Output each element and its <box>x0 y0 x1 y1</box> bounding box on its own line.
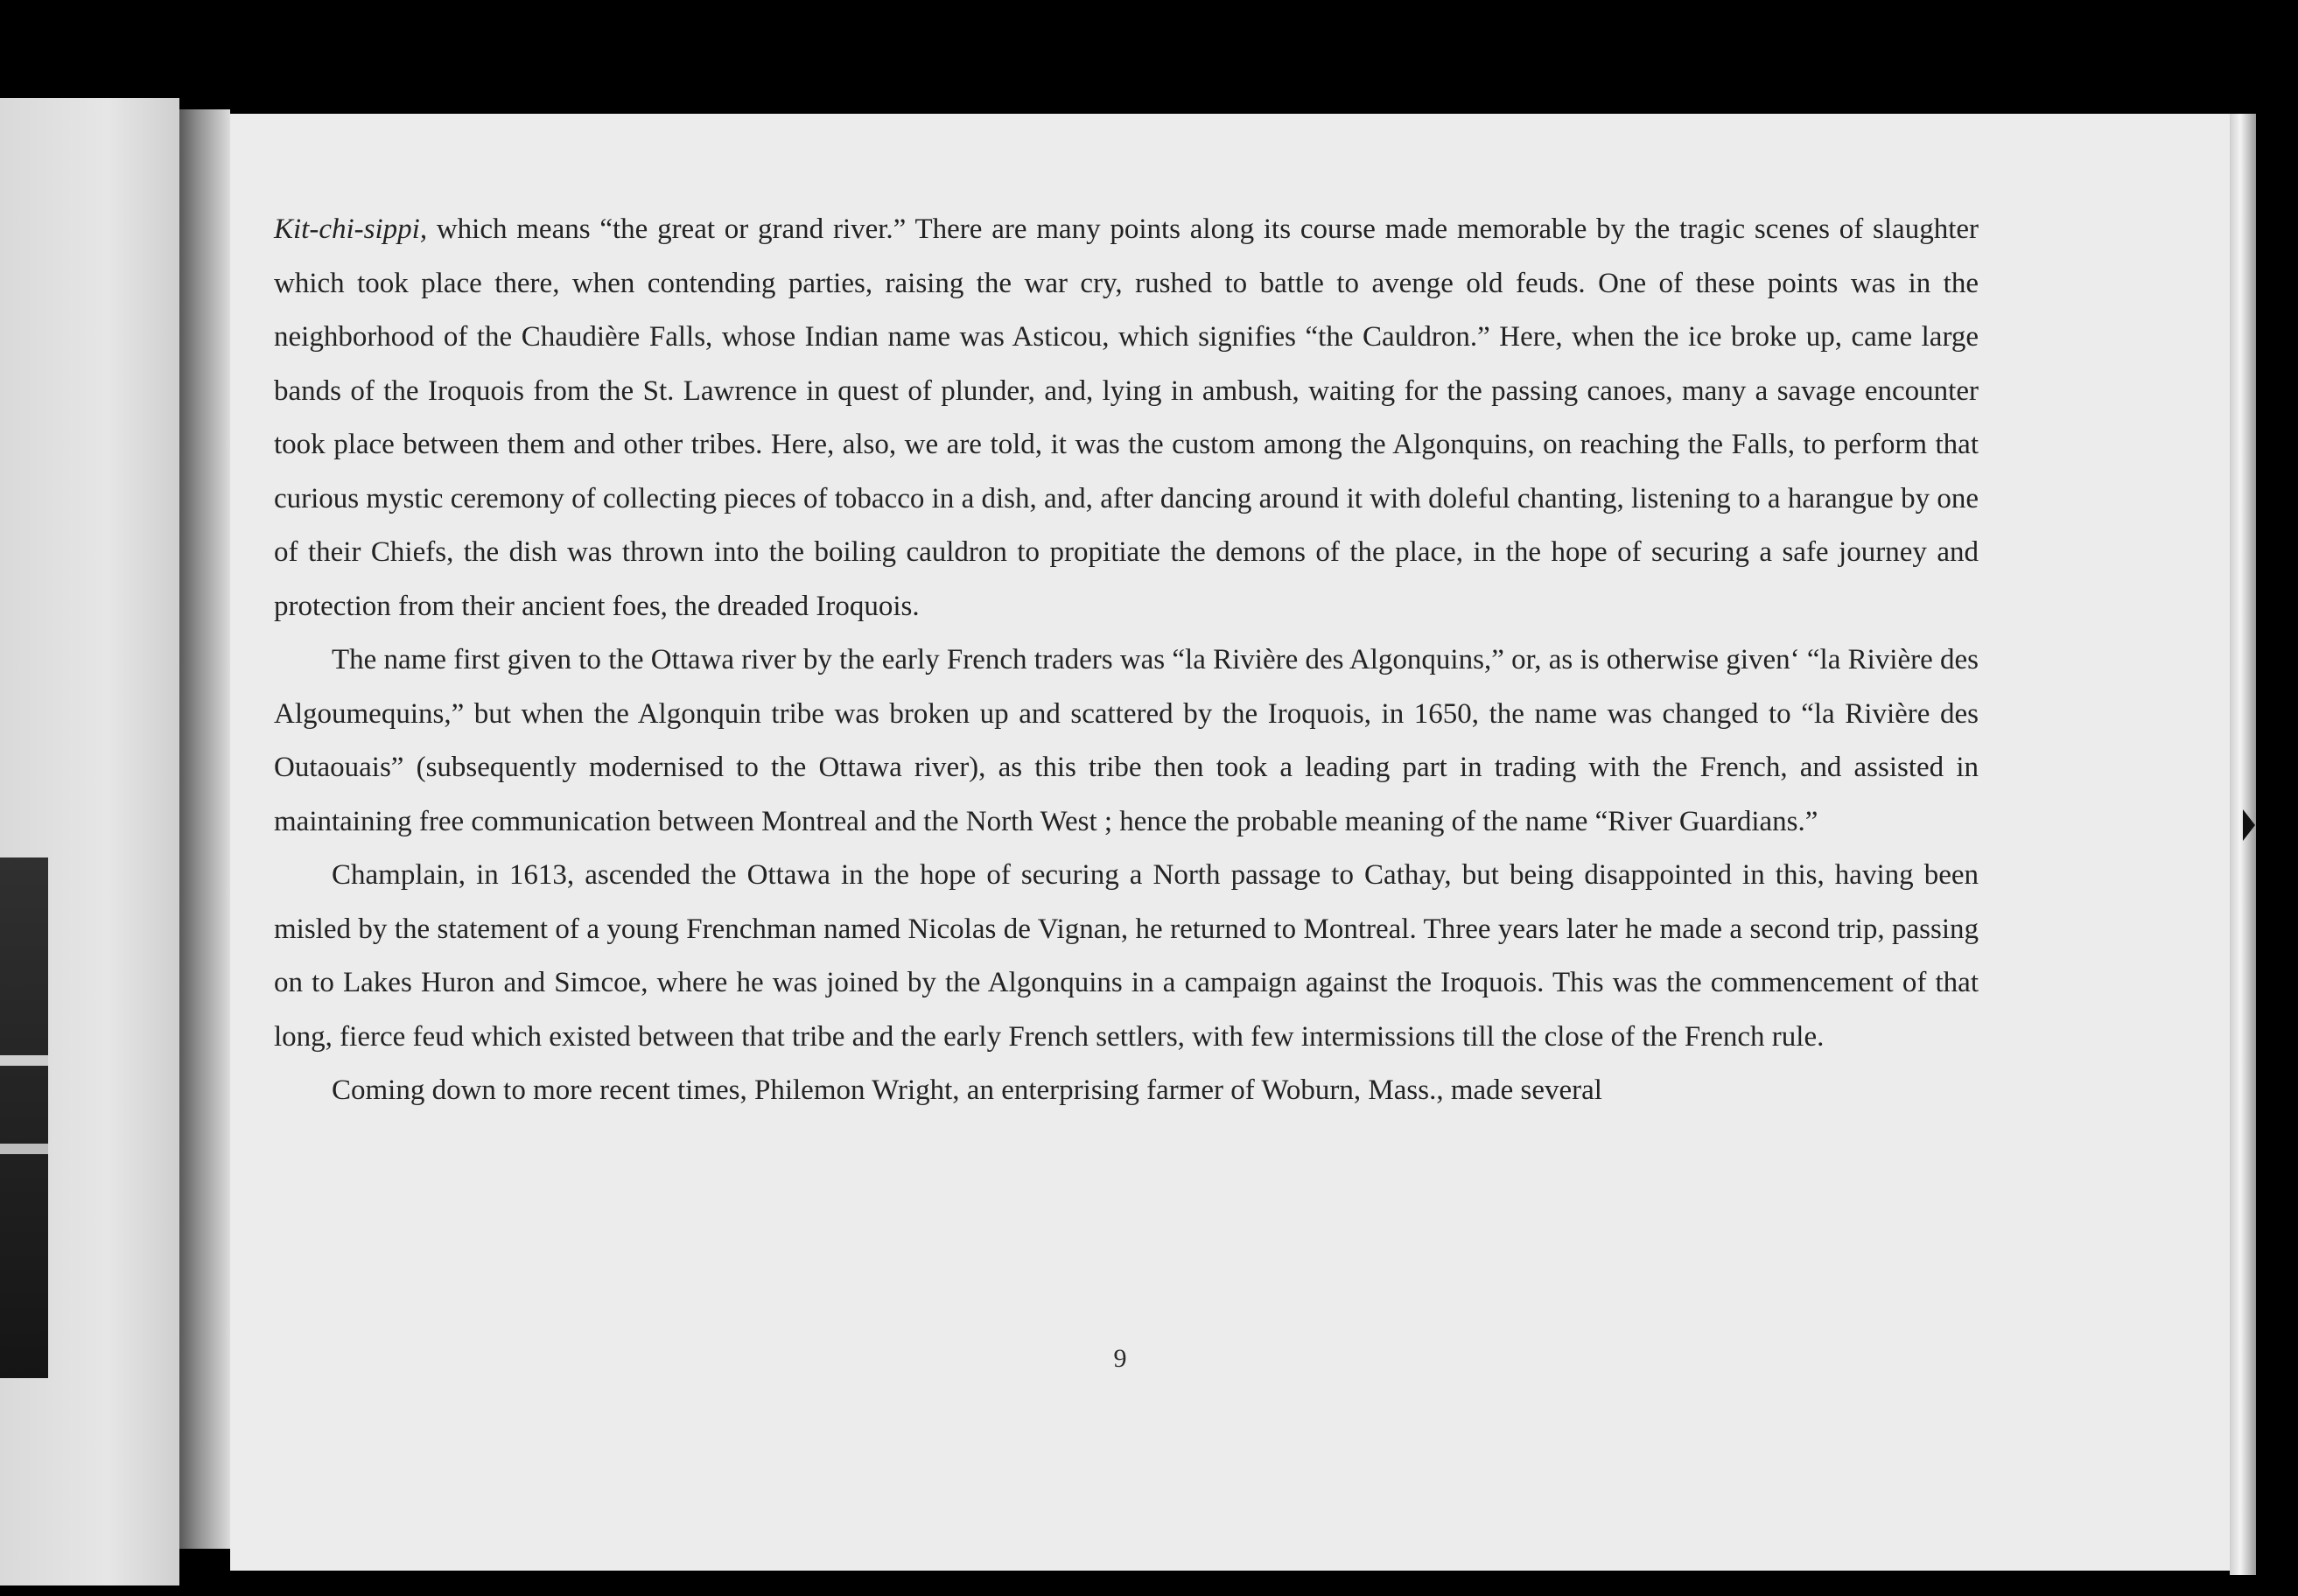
kit-chi-sippi-term: Kit-chi-sippi, <box>274 214 428 245</box>
page-marker-icon <box>2243 809 2255 841</box>
paragraph-3: Champlain, in 1613, ascended the Ottawa in the hope of securing a North passage to Cathay, but being disappointed in this, having been misled by the statement of a young Frenchman named Nicolas de Vignan, he returned to Montreal. Three years later he made a second trip, passing on to Lakes Huron and Simcoe, where he was joined by the Algonquins in a campaign against the Iroquois. This was the commencement of that long, fierce feud which existed between that tribe and the early French settlers, with few intermissions till the close of the French rule. <box>274 859 1979 1053</box>
paragraph-2: The name first given to the Ottawa river by the early French traders was “la Rivière des Algonquins,” or, as is otherwise given‘ “la Rivière des Algoumequins,” but when the Algonquin tribe was broken up and scattered by the Iroquois, in 1650, the name was changed to “la Rivière des Outaouais” (subsequently modernised to the Ottawa river), as this tribe then took a leading part in trading with the French, and assisted in maintaining free communication between Montreal and the North West ; hence the probable meaning of the name “River Guardians.” <box>274 644 1979 837</box>
paragraph-4: Coming down to more recent times, Philemon Wright, an enterprising farmer of Woburn, Mass., made several <box>332 1074 1602 1106</box>
book-gutter <box>179 109 230 1549</box>
facing-page-photo <box>0 858 48 1378</box>
page-number: 9 <box>1113 1344 1127 1373</box>
page-text <box>274 203 1979 1118</box>
paragraph-1: Kit-chi-sippi, which means “the great or grand river.” There are many points along its course made memorable by the tragic scenes of slaughter which took place there, when contending parties, raising the war cry, rushed to battle to avenge old feuds. One of these points was in the neighborhood of the Chaudière Falls, whose Indian name was Asticou, which signifies “the Cauldron.” Here, when the ice broke up, came large bands of the Iroquois from the St. Lawrence in quest of plunder, and, lying in ambush, waiting for the passing canoes, many a savage encounter took place between them and other tribes. Here, also, we are told, it was the custom among the Algonquins, on reaching the Falls, to perform that curious mystic ceremony of collecting pieces of tobacco in a dish, and, after dancing around it with doleful chanting, listening to a harangue by one of their Chiefs, the dish was thrown into the boiling cauldron to propitiate the demons of the place, in the hope of securing a safe journey and protection from their ancient foes, the dreaded Iroquois. <box>274 214 1979 622</box>
